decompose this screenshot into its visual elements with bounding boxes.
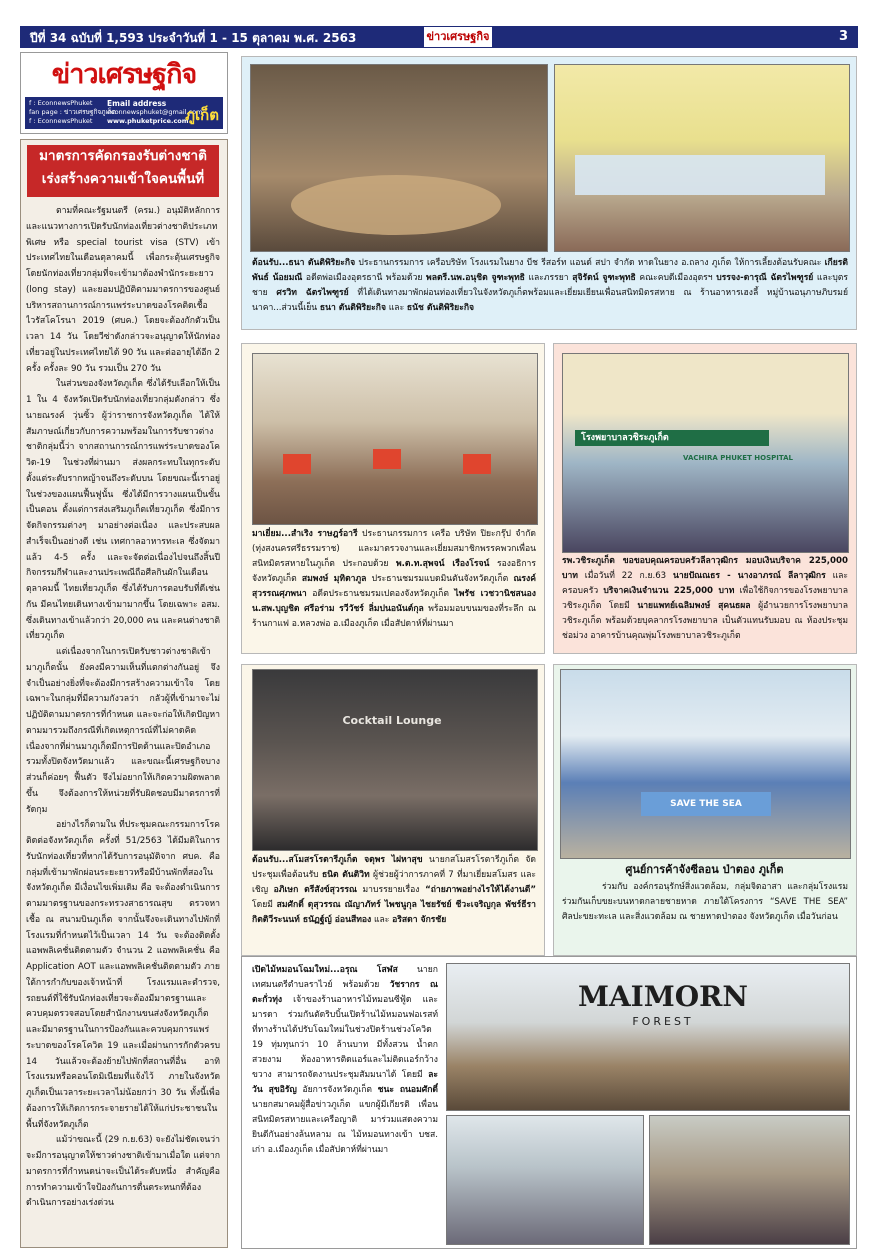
caption-dinner [252, 256, 848, 324]
caption-cafe [252, 527, 536, 647]
caption-text: เมื่อวันที่ 22 ก.ย.63 [577, 571, 673, 581]
caption-text: นายกสมาคมผู้สื่อข่าวภูเก็ต แขกผู้มีเกียรติ เพื่อนสนิทมิตรสหายและเครือญาติ มาร่วมแสดงความยินดีกันอย่างล้นหลาม ณ ไม้หมอนทางเข้า บชส. เก่า อ.เมืองภูเก็ต เมื่อสัปดาห์ที่ผ่านมา [252, 1100, 438, 1155]
caption-text: ศรวิท ฉัตรไพฑูรย์ [276, 288, 349, 298]
caption-text: และ [386, 303, 407, 313]
lead-paragraph: ตามที่คณะรัฐมนตรี (ครม.) อนุมัติหลักการและแนวทางการเปิดรับนักท่องเที่ยวต่างชาติประเภทพิเศษ หรือ special tourist visa (STV) เข้าประเทศไทยในเดือนตุลาคมนี้ เพื่อกระตุ้นเศรษฐกิจ โดยนักท่องเที่ยวกลุ่มที่จะเข้ามาต้องพำนักระยะยาว (long stay) และยอมปฏิบัติตามมาตรการของศูนย์บริหารสถานการณ์การแพร่ระบาดของโรคติดเชื้อไวรัสโคโรนา 2019 (ศบค.) โดยจะต้องกักตัวเป็นเวลา 14 วัน โดยวีซ่าดังกล่าวจะอนุญาตให้นักท่องเที่ยวอยู่ในประเทศไทยได้ 90 วัน และต่ออายุได้อีก 2 ครั้ง ครั้งละ 90 วัน รวมเป็น 270 วัน [26, 206, 220, 374]
story-box-dinner [241, 56, 857, 330]
story-box-hospital-donation [553, 343, 857, 654]
email-label: Email address [107, 99, 167, 108]
photo-dinner-group [250, 64, 548, 252]
caption-text: ประธานชมรมแบดมินตันจังหวัดภูเก็ต [366, 574, 514, 584]
caption-text: ที่ได้เดินทางมาพักผ่อนท่องเที่ยวในจังหวัดภูเก็ตพร้อมและเยี่ยมเยียนเพื่อนสนิทมิตรสหาย ณ ร้านอาหารเฮงลี้ หมู่บ้านอนุภาษภิบรมย์ นาคา...ส่วนนี้เย็น [252, 288, 848, 313]
caption-text: รองอธิการจังหวัดภูเก็ต [252, 559, 536, 584]
story-box-rotary [241, 664, 545, 956]
photo-cafe-group [252, 353, 538, 525]
caption-text: ประธานกรรมการ เครือบริษัท โรงแรมในยาง บีช รีสอร์ท แอนด์ สปา จำกัด หาดในยาง อ.ถลาง ภูเก็ต ให้การเลี้ยงต้อนรับคณะ [355, 258, 825, 268]
caption-text: อริสดา จักรชัย [392, 915, 447, 925]
caption-hospital [562, 554, 848, 648]
caption-text: ละวัน สุขอิรัญ [252, 1070, 438, 1095]
masthead-title: ข่าวเศรษฐกิจ [51, 59, 197, 90]
story-box-cafe-visit [241, 343, 545, 654]
caption-text: และภรรยา [524, 273, 573, 283]
caption-text: นายกสโมสรโรตารีภูเก็ต จัดประชุมเพื่อต้อนรับ [252, 855, 536, 880]
caption-text: บรรจง-ดารุณี ฉัตรไพฑูรย์ [716, 273, 814, 283]
photo-maimorn-guests-2 [649, 1115, 850, 1245]
caption-text: นายกเทศมนตรีตำบลราไวย์ พร้อมด้วย [252, 965, 438, 990]
caption-text: นายปัณณธร - นางอาภรณ์ ลีลาวุฒิกร [672, 571, 826, 581]
caption-text: ธนิต ตันติวิท [321, 870, 370, 880]
lead-paragraph: ในส่วนของจังหวัดภูเก็ต ซึ่งได้รับเลือกให้เป็น 1 ใน 4 จังหวัดเปิดรับนักท่องเที่ยวกลุ่มดังกล่าว ซึ่งนายณรงค์ วุ่นซิ้ว ผู้ว่าราชการจังหวัดภูเก็ต ได้ให้สัมภาษณ์เกี่ยวกับการความพร้อมในการรับชาวต่างชาติกลุ่มนี้ว่า จากสถานการณ์การแพร่ระบาดของโควิด-19 ในช่วงที่ผ่านมา ส่งผลกระทบในทุกระดับตั้งแต่ระดับรากหญ้าจนถึงระดับบน โดยขณะนี้เราอยู่ในช่วงของแผนฟื้นฟูนั้น ซึ่งได้มีการวางแผนเป็นขั้นเป็นตอน ตั้งแต่การส่งเสริมภูเก็ตเที่ยวภูเก็ต ซึ่งมีการจัดกิจกรรมต่างๆ มาอย่างต่อเนื่อง และประสบผลสำเร็จเป็นอย่างดี เช่น เทศกาลอาหารทะเล ซึ่งจัดมาแล้ว 4-5 ครั้ง และจะจัดต่อเนื่องไปจนถึงสิ้นปี กิจกรรมกีฬาและงานประเพณีถือศีลกินผักในเดือนตุลาคมนี้ ไทยเที่ยวภูเก็ต ซึ่งได้รับการตอบรับที่ดีเช่นกัน มีคนไทยเดินทางเข้ามามากขึ้น โดยเฉพาะ อสม. ซึ่งเดินทางเข้าแล้วกว่า 20,000 คน และคนต่างชาติเที่ยวภูเก็ต [26, 379, 220, 642]
caption-text: ผู้ช่วยผู้ว่าการภาคที่ 7 ที่มาเยี่ยมสโมสร และเชิญ [252, 870, 536, 895]
caption-text: บริจาคเงินจำนวน 225,000 บาท [603, 586, 735, 596]
caption-text: และครอบครัว [562, 571, 848, 596]
caption-text: ชนะ ถนอมศักดิ์ [377, 1085, 438, 1095]
caption-text: พลตรี.นพ.อนุชิต จูฑะพุทธิ [426, 273, 525, 283]
hospital-sign: โรงพยาบาลวชิระภูเก็ต [575, 430, 769, 446]
masthead [20, 52, 228, 134]
caption-text: ธนา ตันติพิริยะกิจ [319, 303, 387, 313]
lounge-sign: Cocktail Lounge [342, 714, 442, 727]
caption-text: พร้อมมอบขนมของที่ระลึก ณ ร้านกาแฟ อ.หลวงพ่อ อ.เมืองภูเก็ต เมื่อสัปดาห์ที่ผ่านมา [252, 604, 536, 629]
caption-text: “ถ่ายภาพอย่างไรให้ได้งานดี” [425, 885, 536, 895]
photo-maimorn-opening [446, 963, 850, 1111]
caption-text: ต้อนรับ...ธนา ตันติพิริยะกิจ [252, 258, 356, 268]
facebook-line-2: f : EconnewsPhuket [29, 117, 93, 125]
website: www.phuketprice.com [107, 117, 189, 125]
caption-text: มาเยี่ยม...สำเริง ราษฎร์อารี [252, 529, 358, 539]
page-header-bar [20, 26, 858, 48]
lead-article-body [26, 204, 220, 1244]
photo-hospital-donation [562, 353, 849, 553]
lead-paragraph: แม้ว่าขณะนี้ (29 ก.ย.63) จะยังไม่ชัดเจนว่าจะมีการอนุญาตให้ชาวต่างชาติเข้ามาเมื่อใด แต่จากมาตรการที่กำหนดน่าจะเป็นได้ระดับหนึ่ง สำคัญคือการทำความเข้าใจป้องกันการตื่นตระหนกที่ต้องดำเนินการอย่างเร่งด่วน [26, 1135, 220, 1209]
story-box-save-the-sea [553, 664, 857, 956]
photo-beach-cleanup [560, 669, 851, 859]
caption-text: ณรงค์ สุวรรณศุภพนา [252, 574, 536, 599]
lead-article-title [27, 145, 219, 197]
caption-text: โดยมี [252, 900, 277, 910]
caption-text: เพื่อใช้กิจการของโรงพยาบาลวชิระภูเก็ต โดยมี [562, 586, 848, 611]
lead-title-line-2: เร่งสร้างความเข้าใจคนพื้นที่ [41, 171, 205, 187]
page-number: 3 [838, 29, 848, 44]
save-the-sea-title: ศูนย์การค้าจังซีลอน ป่าตอง ภูเก็ต [625, 863, 784, 876]
issue-line: ปีที่ 34 ฉบับที่ 1,593 ประจำวันที่ 1 - 15 ตุลาคม พ.ศ. 2563 [30, 31, 357, 45]
hospital-sign-sub: VACHIRA PHUKET HOSPITAL [683, 454, 793, 462]
maimorn-sign: MAIMORN [577, 980, 749, 1013]
caption-text: วัชรากร ณ ตะกั่วทุ่ง [252, 980, 438, 1005]
facebook-line: f : EconnewsPhuket [29, 99, 93, 107]
story-box-maimorn [241, 956, 857, 1249]
caption-text: อดีตพ่อเมืองอุดรธานี พร้อมด้วย [302, 273, 427, 283]
caption-text: เกียรติพันธ์ น้อยมณี [252, 258, 848, 283]
maimorn-sign-sub: FOREST [632, 1015, 694, 1028]
caption-text: อัยการจังหวัดภูเก็ต [296, 1085, 378, 1095]
lead-paragraph: อย่างไรก็ตามใน ที่ประชุมคณะกรรมการโรคติดต่อจังหวัดภูเก็ต ครั้งที่ 51/2563 ได้มีมติในการรับนักท่องเที่ยวที่หากได้รับการอนุมัติจาก ศบค. คือ กลุ่มที่เข้ามาพักผ่อนระยะยาวหรือมีบ้านพักที่สองในจังหวัดภูเก็ต มีเงื่อนไขเพิ่มเติม คือ จะต้องดำเนินการตามมาตรฐานของกระทรวงสาธารณสุข ตรวจหาเชื้อ ณ สนามบินภูเก็ต จากนั้นจึงจะเดินทางไปพักที่โรงแรมที่กำหนดไว้เป็นเวลา 14 วัน จะต้องติดตั้งแอพพลิเคชั่นติดตามตัว จำนวน 2 แอพพลิเคชั่น คือ Application AOT และแอพพลิเคชั่นติดตามตัว ภายใต้การกำกับของเจ้าหน้าที่ โรงแรมและตำรวจ, รถยนต์ที่ใช้รับนักท่องเที่ยวจะต้องมีมาตรฐานและควบคุมตรวจสอบโดยสำนักงานขนส่งจังหวัดภูเก็ต และมีมาตรฐานในการป้องกันและควบคุมการแพร่ระบาดของโรคโควิด 19 และเมื่อผ่านการกักตัวครบ 14 วันแล้วจะต้องย้ายไปพักที่สถานที่อื่น อาทิ โรงแรมหรือคอนโดมิเนียมที่แจ้งไว้ ภายในจังหวัดภูเก็ตเป็นเวลาระยะเวลาไม่น้อยกว่า 30 วัน ทั้งนี้เพื่อต้องการให้เกิดการกระจายรายได้ให้แก่ประชาชนในพื้นที่จังหวัดภูเก็ต [26, 820, 220, 1130]
caption-text: นายแพทย์เฉลิมพงษ์ สุคนธผล [637, 601, 751, 611]
caption-text: รพ.วชิระภูเก็ต ขอขอบคุณครอบครัวลีลาวุฒิกร มอบเงินบริจาค 225,000 บาท [562, 556, 848, 581]
masthead-info-bar [25, 97, 223, 129]
caption-text: อดีตประธานชมรมเปตองจังหวัดภูเก็ต [306, 589, 455, 599]
caption-save-the-sea: ร่วมกับ องค์กรอนุรักษ์สิ่งแวดล้อม, กลุ่มจิตอาสา และกลุ่มโรงแรม ร่วมกันเก็บขยะบนหาดกลายชายหาด ภายใต้โครงการ “SAVE THE SEA” ศิลปะขยะทะเล และสิ่งแวดล้อม ณ ชายหาดป่าตอง จังหวัดภูเก็ต เมื่อวันก่อน [562, 882, 848, 922]
email-address: econnewsphuket@gmail.com [107, 108, 203, 116]
masthead-social [29, 99, 116, 126]
caption-text: ประธานกรรมการ เครือ บริษัท ปิยะกรุ๊ป จำกัด (ทุ่งสงนครศรีธรรมราช) และมาตรวจงานและเยี่ยมสมาชิกพรรคพวกเพื่อนสนิทมิตรสหายในภูเก็ต ประกอบด้วย [252, 529, 536, 569]
caption-rotary [252, 853, 536, 951]
save-the-sea-banner: SAVE THE SEA [641, 792, 771, 816]
lead-paragraph: แต่เนื่องจากในการเปิดรับชาวต่างชาติเข้ามาภูเก็ตนั้น ยังคงมีความเห็นที่แตกต่างกันอยู่ จึงจำเป็นอย่างยิ่งที่จะต้องมีการสร้างความเข้าใจ โดยเฉพาะในกลุ่มที่มีความกังวลว่า กลัวผู้ที่เข้ามาจะไม่ปฏิบัติตามมาตรการที่กำหนด และจะก่อให้เกิดปัญหาตามมารวมถึงกรณีที่เกิดเหตุการณ์ที่ไม่คาดคิดเนื่องจากที่ผ่านมาภูเก็ตมีการปิดด้านและปิดอำเภอรวมทั้งปิดจังหวัดมาแล้ว และขณะนี้เศรษฐกิจบางส่วนก็ค่อยๆ ฟื้นตัว จึงไม่อยากให้เกิดความผิดพลาดขึ้น จึงต้องการให้หน่วยที่รับผิดชอบมีมาตรการที่รัดกุม [26, 647, 220, 815]
caption-text: และบุตรชาย [252, 273, 848, 298]
caption-text: อภิเษก ตรีสังข์สุวรรณ [273, 885, 357, 895]
caption-maimorn [252, 963, 438, 1243]
caption-text: เปิดไม้หมอนโฉมใหม่...อรุณ โสฬส [252, 965, 398, 975]
caption-text: มาบรรยายเรื่อง [356, 885, 426, 895]
caption-text: สมศักดิ์ ดุสุวรรณ ณัญาภัทร์ ไพชนูกุล ไชยรัชย์ ชีวะเจริญกุล พัชร์ธีรา กิตติวีระนนท์ ธนัฏฐ์ญ์ อ่อนสีทอง [252, 900, 536, 925]
caption-text: ไพรัช เวชวานิชสนอง น.สพ.บุญชิต ศรีอร่าม รวีวัชร์ ลิ่มปนอนันต์กุล [252, 589, 536, 614]
header-mini-logo: ข่าวเศรษฐกิจ [424, 27, 492, 47]
caption-text: คณะคบดีเมืองอุดรฯ [635, 273, 717, 283]
photo-maimorn-guests-1 [446, 1115, 644, 1245]
caption-text: พ.ต.ท.สุพจน์ เรืองโรจน์ [395, 559, 490, 569]
caption-text: ต้อนรับ...สโมสรโรตารีภูเก็ต จตุพร ไฝหาสุข [252, 855, 423, 865]
caption-text: สมพงษ์ มุทิตาภูล [301, 574, 367, 584]
photo-restaurant-group [554, 64, 850, 252]
fanpage-line: fan page : ข่าวเศรษฐกิจภูเก็ต [29, 108, 116, 116]
caption-text: เจ้าของร้านอาหารไม้หมอนซีฟู้ด และมารดา ร่วมกันตัดริบบิ้นเปิดร้านไม้หมอนฟอเรสท์ ที่ทางร้านได้ปรับโฉมใหม่ในช่วงปิดร้านช่วงโควิด 19 ทุ่มทุนกว่า 10 ล้านบาท มีทั้งสวน น้ำตกสวยงาม ห้องอาหารติดแอร์และไม่ติดแอร์กว้างขวาง สามารถจัดงานประชุมสัมมนาได้ โดยมี [252, 995, 438, 1080]
caption-text: ธนัช ตันติพิริยะกิจ [406, 303, 475, 313]
lead-title-line-1: มาตรการคัดกรองรับต่างชาติ [39, 148, 207, 164]
caption-text: สุจิรัตน์ จูฑะพุทธิ [572, 273, 636, 283]
masthead-sub: ภูเก็ต [185, 106, 219, 124]
photo-rotary-group [252, 669, 538, 851]
caption-text: ผู้อำนวยการโรงพยาบาลวชิระภูเก็ต พร้อมด้วยบุคลากรโรงพยาบาล เป็นตัวแทนรับมอบ ณ ห้องประชุมช่อม่วง อาคารบ้านคุณพุ่มโรงพยาบาลวชิระภูเก็ต [562, 601, 848, 641]
caption-text: และ [371, 915, 393, 925]
